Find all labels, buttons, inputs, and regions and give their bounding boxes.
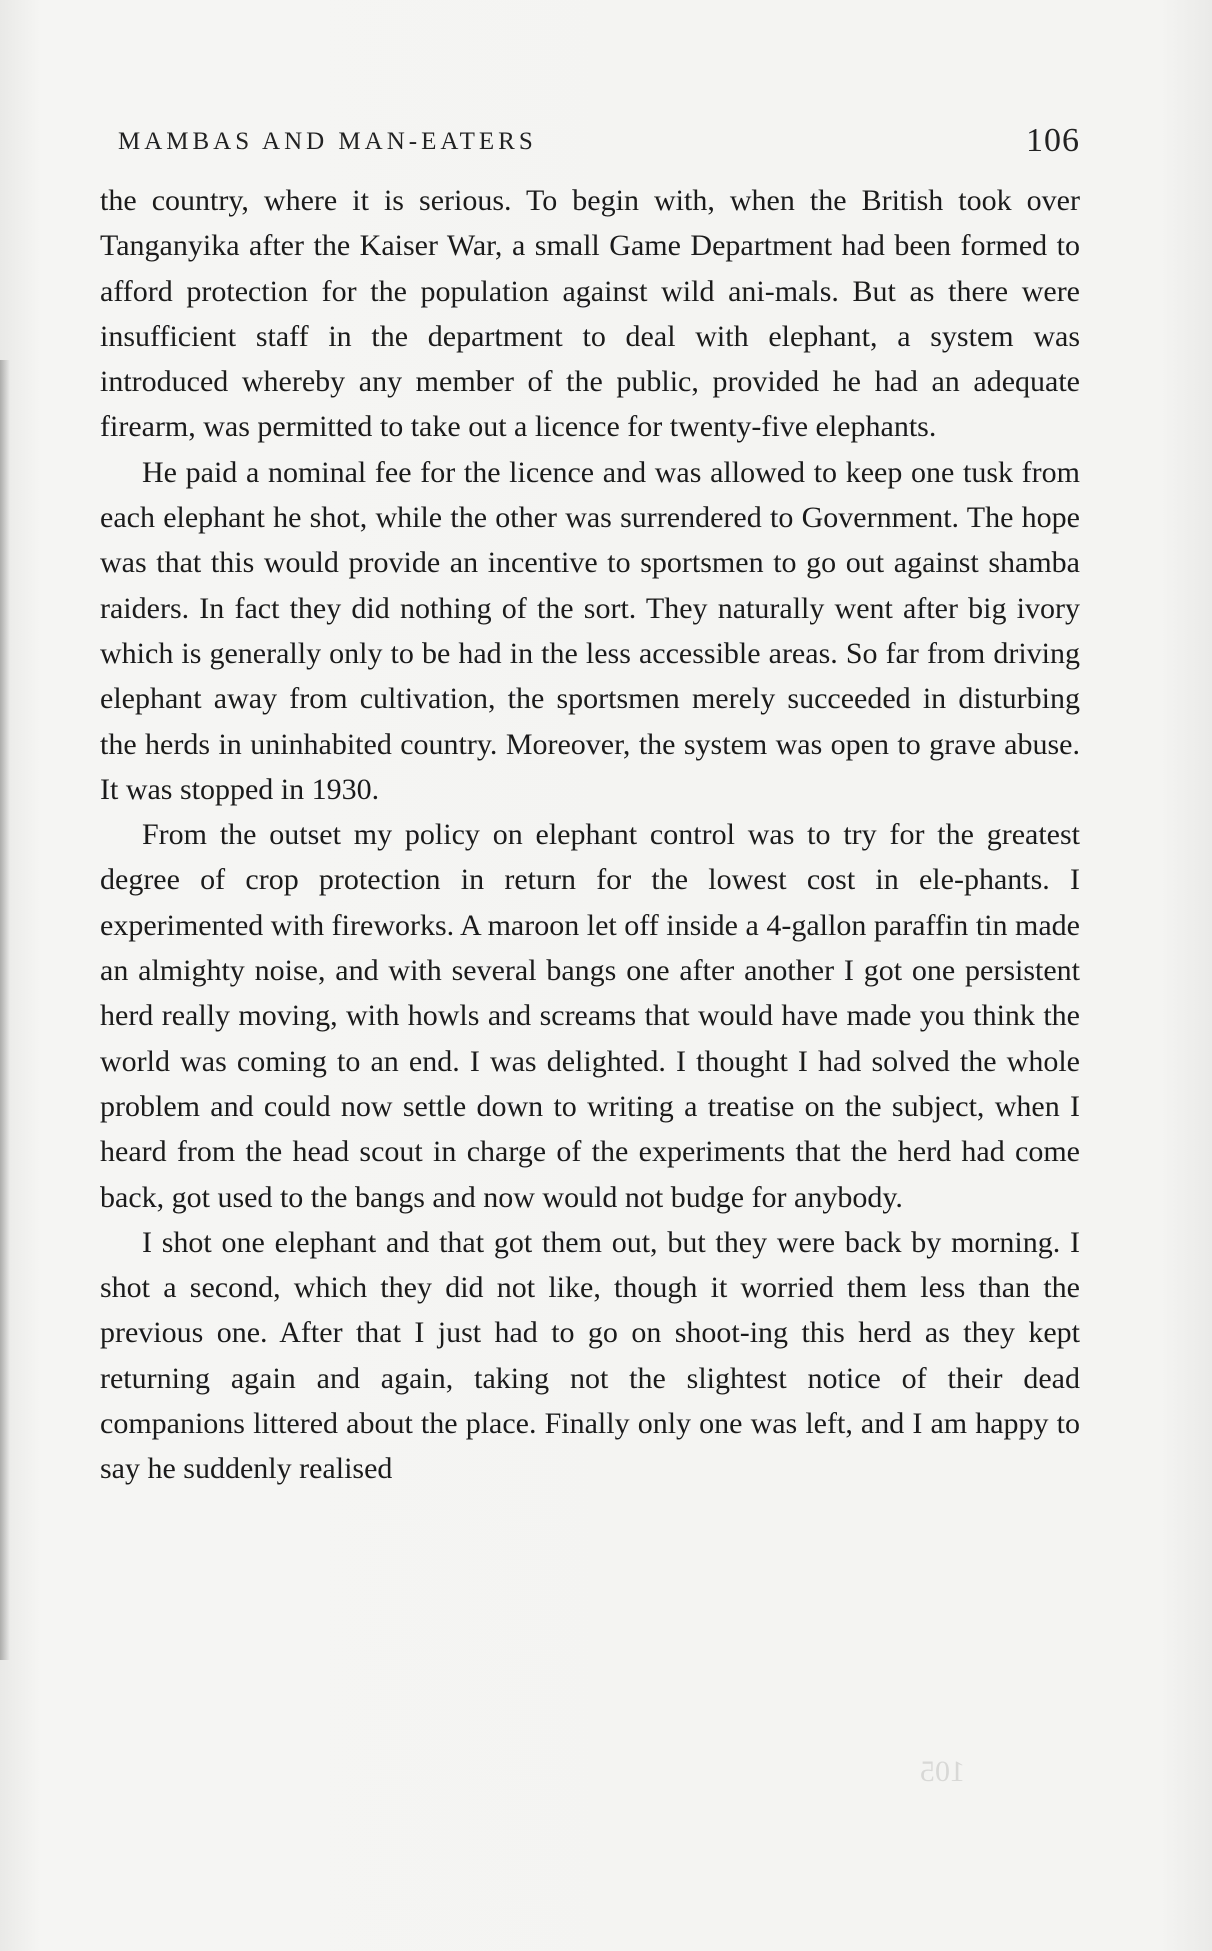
gutter-shadow (0, 360, 10, 1660)
running-head (118, 122, 1080, 162)
paragraph: the country, where it is serious. To begin with, when the British took over Tanganyika after the Kaiser War, a small Game Department had been formed to afford protection for the population against wild ani-mals. But as there were insufficient staff in the department to deal with elephant, a system was introduced whereby any member of the public, provided he had an adequate firearm, was permitted to take out a licence for twenty-five elephants. (100, 184, 1080, 444)
page-number: 106 (1026, 122, 1080, 159)
bleed-through-page-number: 105 (920, 1755, 965, 1788)
paragraph: I shot one elephant and that got them out, but they were back by morning. I shot a second, which they did not like, though it worried them less than the previous one. After that I just had to go on shoot-ing this herd as they kept returning again and again, taking not the slightest notice of their dead companions littered about the place. Finally only one was left, and I am happy to say he suddenly realised (100, 1225, 1080, 1486)
paragraph: He paid a nominal fee for the licence and was allowed to keep one tusk from each elephant he shot, while the other was surrendered to Government. The hope was that this would provide an incentive to sportsmen to go out against shamba raiders. In fact they did nothing of the sort. They naturally went after big ivory which is generally only to be had in the less accessible areas. So far from driving elephant away from cultivation, the sportsmen merely succeeded in disturbing the herds in uninhabited country. Moreover, the system was open to grave abuse. It was stopped in 1930. (100, 455, 1080, 806)
body-text (100, 178, 1080, 1492)
paragraph: From the outset my policy on elephant control was to try for the greatest degree of crop protection in return for the lowest cost in ele-phants. I experimented with fireworks. A maroon let off inside a 4-gallon paraffin tin made an almighty noise, and with several bangs one after another I got one persistent herd really moving, with howls and screams that would have made you think the world was coming to an end. I was delighted. I thought I had solved the whole problem and could now settle down to writing a treatise on the subject, when I heard from the head scout in charge of the experiments that the herd had come back, got used to the bangs and now would not budge for anybody. (100, 818, 1080, 1214)
running-title: MAMBAS AND MAN-EATERS (118, 128, 537, 155)
